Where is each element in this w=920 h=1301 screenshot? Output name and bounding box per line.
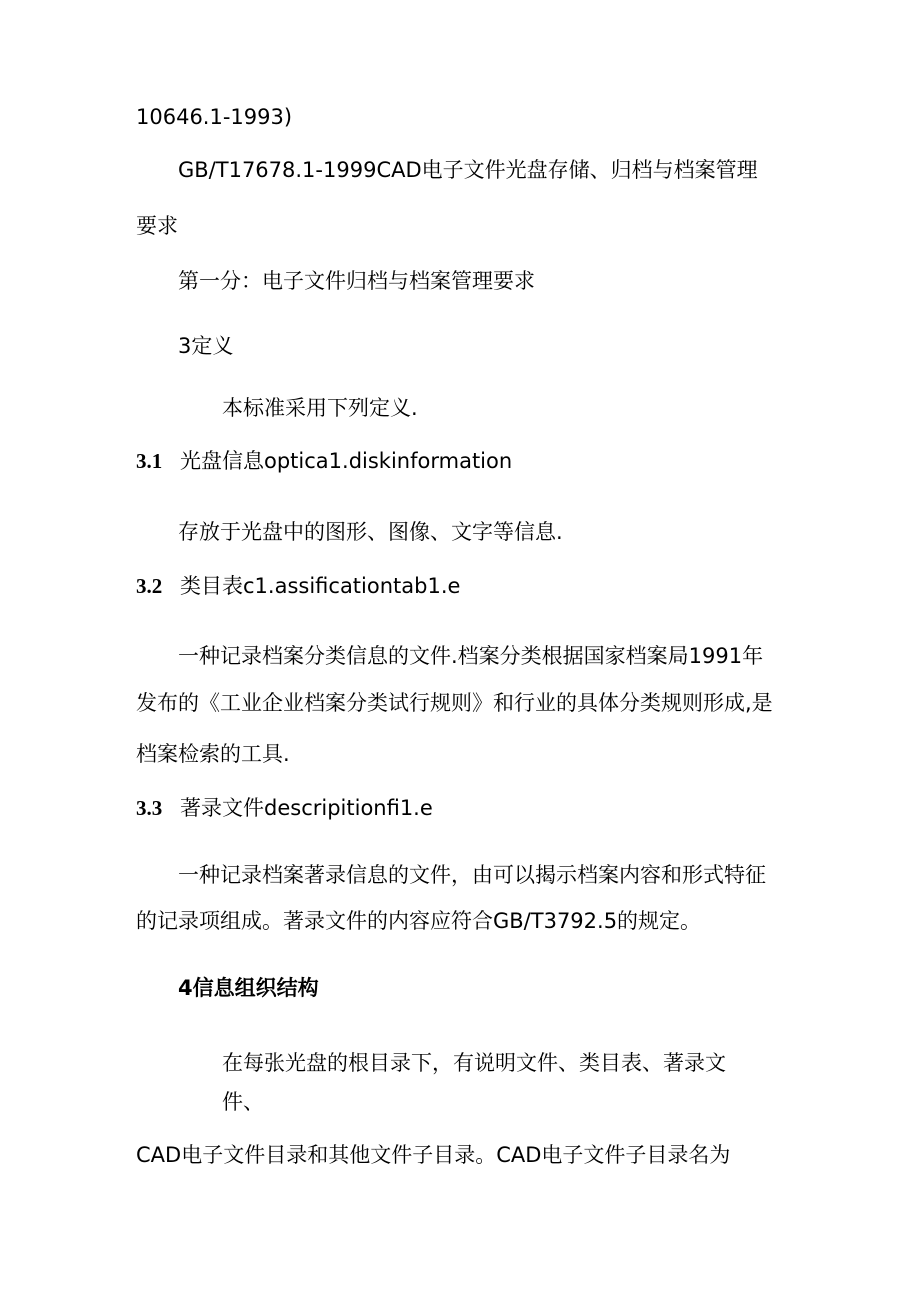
text-line: 件、 bbox=[222, 1090, 264, 1114]
term-heading-3-2 bbox=[136, 573, 460, 599]
term-definition: 的记录项组成。著录文件的内容应符合GB/T3792.5的规定。 bbox=[136, 909, 702, 933]
section-heading-4: 4信息组织结构 bbox=[178, 976, 319, 1000]
term-title: 类目表c1.assificationtab1.e bbox=[180, 574, 461, 598]
section-number: 3.2 bbox=[136, 574, 163, 598]
term-definition: 一种记录档案著录信息的文件，由可以揭示档案内容和形式特征 bbox=[178, 863, 766, 887]
standard-reference: GB/T17678.1-1999CAD电子文件光盘存储、归档与档案管理 bbox=[178, 158, 758, 182]
text-line: 本标准采用下列定义. bbox=[222, 396, 418, 420]
term-definition: 发布的《工业企业档案分类试行规则》和行业的具体分类规则形成,是 bbox=[136, 691, 773, 715]
text-line: 要求 bbox=[136, 214, 178, 238]
section-heading-3: 3定义 bbox=[178, 334, 234, 358]
text-line: 在每张光盘的根目录下，有说明文件、类目表、著录文 bbox=[222, 1051, 726, 1075]
term-title: 著录文件descripitionfi1.e bbox=[180, 796, 433, 820]
term-heading-3-3 bbox=[136, 795, 433, 821]
text-line: 第一分：电子文件归档与档案管理要求 bbox=[178, 269, 535, 293]
term-definition: 一种记录档案分类信息的文件.档案分类根据国家档案局1991年 bbox=[178, 644, 764, 668]
text-line: CAD电子文件目录和其他文件子目录。CAD电子文件子目录名为 bbox=[136, 1143, 731, 1167]
term-definition: 档案检索的工具. bbox=[136, 742, 290, 766]
section-number: 3.1 bbox=[136, 449, 163, 473]
term-definition: 存放于光盘中的图形、图像、文字等信息. bbox=[178, 520, 563, 544]
term-title: 光盘信息optica1.diskinformation bbox=[180, 449, 513, 473]
term-heading-3-1 bbox=[136, 448, 512, 474]
section-number: 3.3 bbox=[136, 796, 163, 820]
text-line: 10646.1-1993) bbox=[136, 105, 293, 129]
